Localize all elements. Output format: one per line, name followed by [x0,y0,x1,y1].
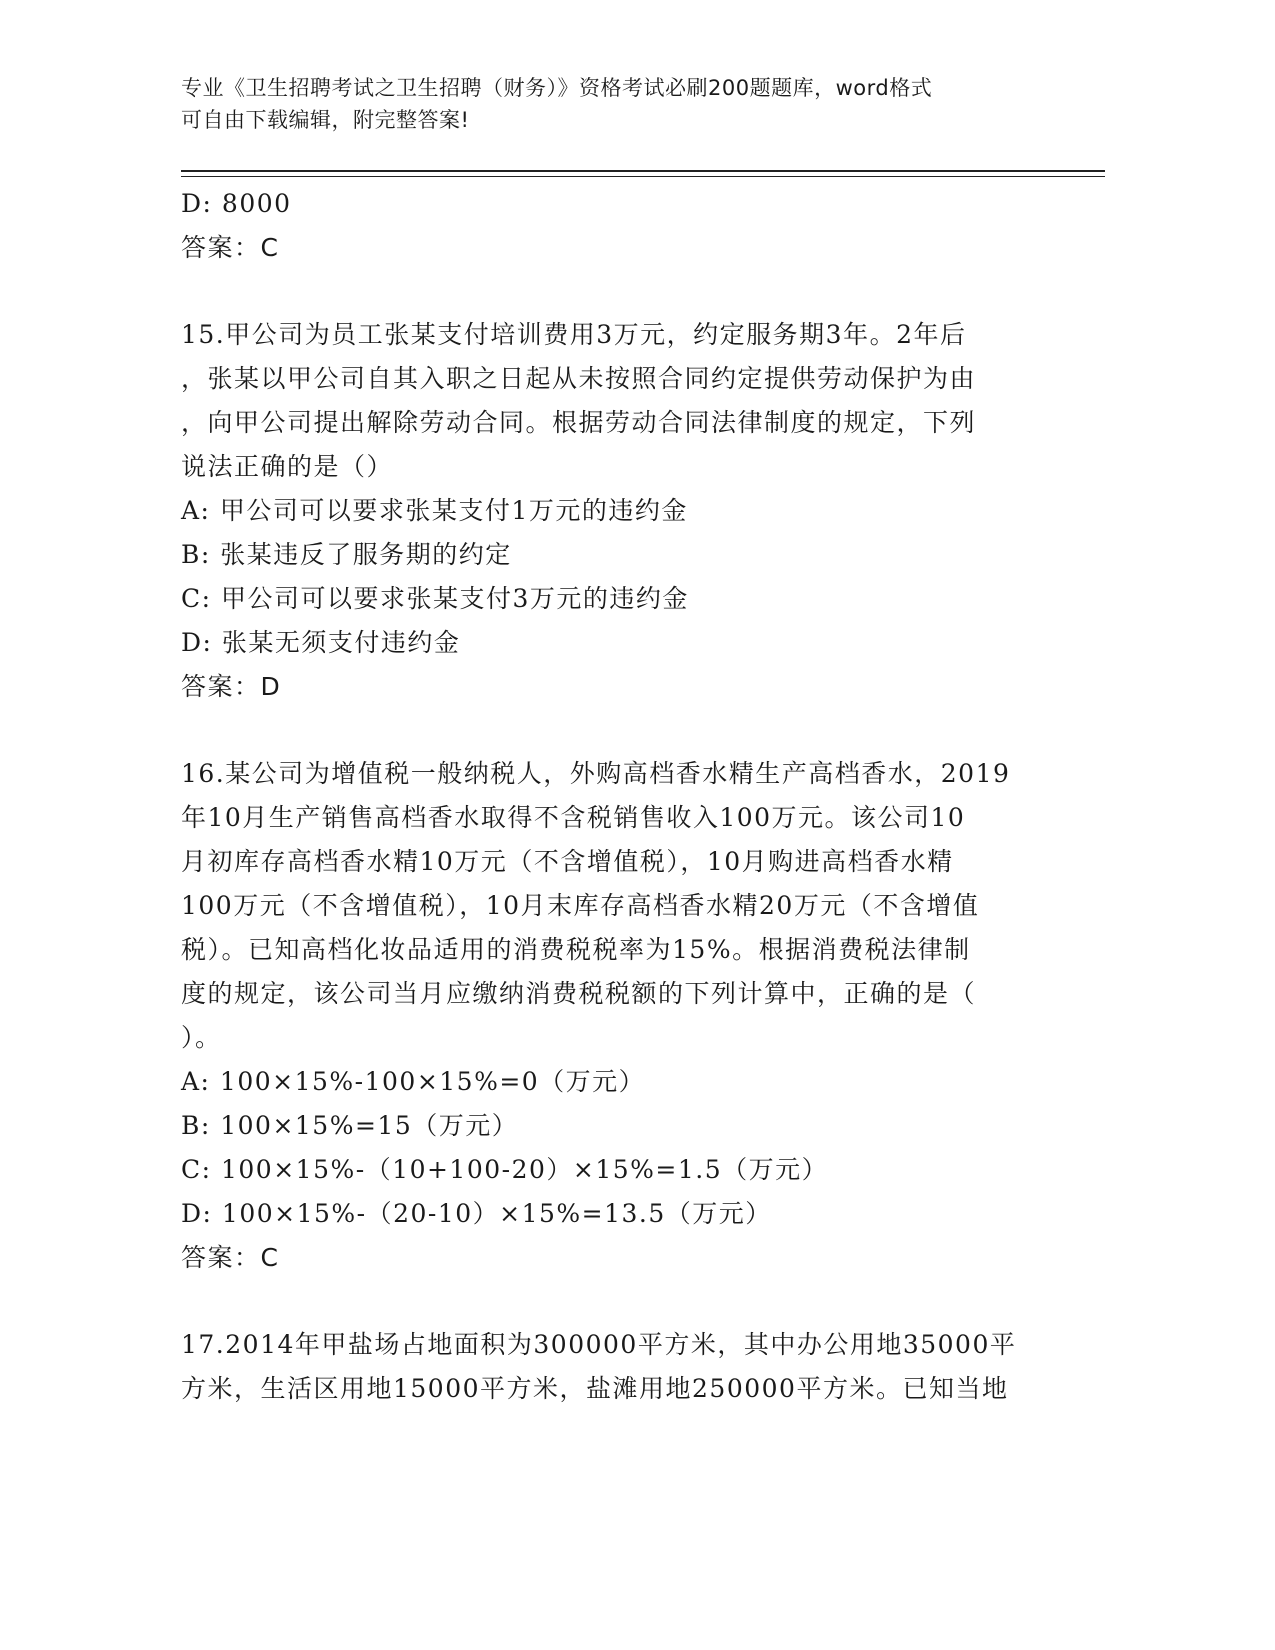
question-line: ，张某以甲公司自其入职之日起从未按照合同约定提供劳动保护为由 [181,364,977,393]
question-15 [181,313,1041,709]
question-line: 100万元（不含增值税），10月末库存高档香水精20万元（不含增值 [181,891,980,920]
question-line: ，向甲公司提出解除劳动合同。根据劳动合同法律制度的规定，下列 [181,408,977,437]
question-16 [181,752,1041,1280]
question-line: 年10月生产销售高档香水取得不含税销售收入100万元。该公司10 [181,803,966,832]
option-d: D: 100×15%-（20-10）×15%=13.5（万元） [181,1199,772,1228]
answer: 答案：D [181,672,282,701]
header-line-2: 可自由下载编辑，附完整答案! [181,108,470,132]
question-line: 16.某公司为增值税一般纳税人，外购高档香水精生产高档香水，2019 [181,759,1011,788]
option-c: C: 甲公司可以要求张某支付3万元的违约金 [181,584,689,613]
question-line: 月初库存高档香水精10万元（不含增值税），10月购进高档香水精 [181,847,954,876]
question-line: ）。 [181,1023,222,1052]
answer: 答案：C [181,1243,280,1272]
option-b: B: 100×15%=15（万元） [181,1111,519,1140]
option-c: C: 100×15%-（10+100-20）×15%=1.5（万元） [181,1155,829,1184]
question-line: 17.2014年甲盐场占地面积为300000平方米，其中办公用地35000平 [181,1330,1017,1359]
question-line: 方米，生活区用地15000平方米，盐滩用地250000平方米。已知当地 [181,1374,1009,1403]
prev-answer: 答案：C [181,233,280,262]
header-rule-thick [181,170,1105,172]
question-17 [181,1323,1041,1411]
question-line: 税）。已知高档化妆品适用的消费税税率为15%。根据消费税法律制 [181,935,971,964]
option-b: B: 张某违反了服务期的约定 [181,540,512,569]
header-rule-thin [181,176,1105,177]
prev-option-d: D: 8000 [181,189,292,218]
option-a: A: 甲公司可以要求张某支付1万元的违约金 [181,496,688,525]
option-a: A: 100×15%-100×15%=0（万元） [181,1067,646,1096]
document-body [181,182,1041,1411]
question-line: 说法正确的是（） [181,452,394,481]
document-header [181,72,1061,136]
question-line: 15.甲公司为员工张某支付培训费用3万元，约定服务期3年。2年后 [181,320,967,349]
option-d: D: 张某无须支付违约金 [181,628,461,657]
question-line: 度的规定，该公司当月应缴纳消费税税额的下列计算中，正确的是（ [181,979,977,1008]
header-line-1: 专业《卫生招聘考试之卫生招聘（财务）》资格考试必刷200题题库，word格式 [181,76,933,100]
